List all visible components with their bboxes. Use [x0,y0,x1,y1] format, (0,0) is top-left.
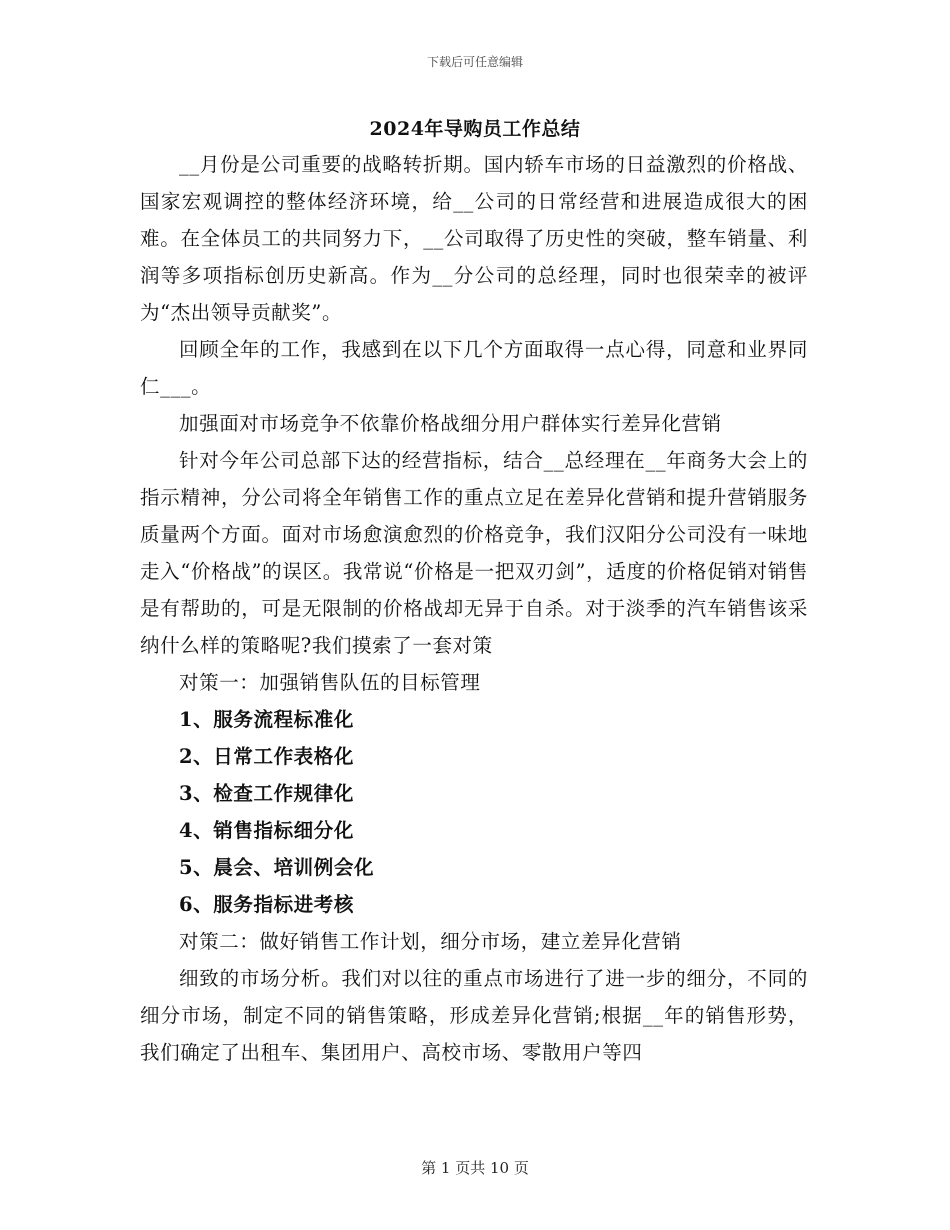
page-footer: 第 1 页共 10 页 [421,1159,529,1177]
paragraph: 针对今年公司总部下达的经营指标，结合__总经理在__年商务大会上的指示精神，分公司将全年销售工作的重点立足在差异化营销和提升营销服务质量两个方面。面对市场愈演愈烈的价格竞争，我们汉阳分公司没有一味地走入“价格战”的误区。我常说“价格是一把双刃剑”，适度的价格促销对销售是有帮助的，可是无限制的价格战却无异于自杀。对于淡季的汽车销售该采纳什么样的策略呢?我们摸索了一套对策 [140,449,808,657]
page-header: 下载后可任意编辑 [426,55,523,69]
paragraph: __月份是公司重要的战略转折期。国内轿车市场的日益激烈的价格战、国家宏观调控的整体经济环境，给__公司的日常经营和进展造成很大的困难。在全体员工的共同努力下，__公司取得了历史性的突破，整车销量、利润等多项指标创历史新高。作为__分公司的总经理，同时也很荣幸的被评为“杰出领导贡献奖”。 [140,153,808,324]
document-body [140,146,808,1071]
paragraph: 细致的市场分析。我们对以往的重点市场进行了进一步的细分，不同的细分市场，制定不同的销售策略，形成差异化营销;根据__年的销售形势，我们确定了出租车、集团用户、高校市场、零散用户等四 [140,967,808,1064]
section-heading: 加强面对市场竞争不依靠价格战细分用户群体实行差异化营销 [179,412,722,435]
numbered-item: 6、服务指标进考核 [179,893,354,916]
paragraph: 回顾全年的工作，我感到在以下几个方面取得一点心得，同意和业界同仁___。 [140,338,808,398]
strategy-heading: 对策一：加强销售队伍的目标管理 [179,671,481,694]
numbered-item: 5、晨会、培训例会化 [179,856,375,879]
numbered-item: 1、服务流程标准化 [179,708,354,731]
document-title: 2024年导购员工作总结 [369,118,581,140]
numbered-item: 2、日常工作表格化 [179,745,354,768]
numbered-item: 3、检查工作规律化 [179,782,354,805]
strategy-heading: 对策二：做好销售工作计划，细分市场，建立差异化营销 [179,930,682,953]
numbered-item: 4、销售指标细分化 [179,819,354,842]
